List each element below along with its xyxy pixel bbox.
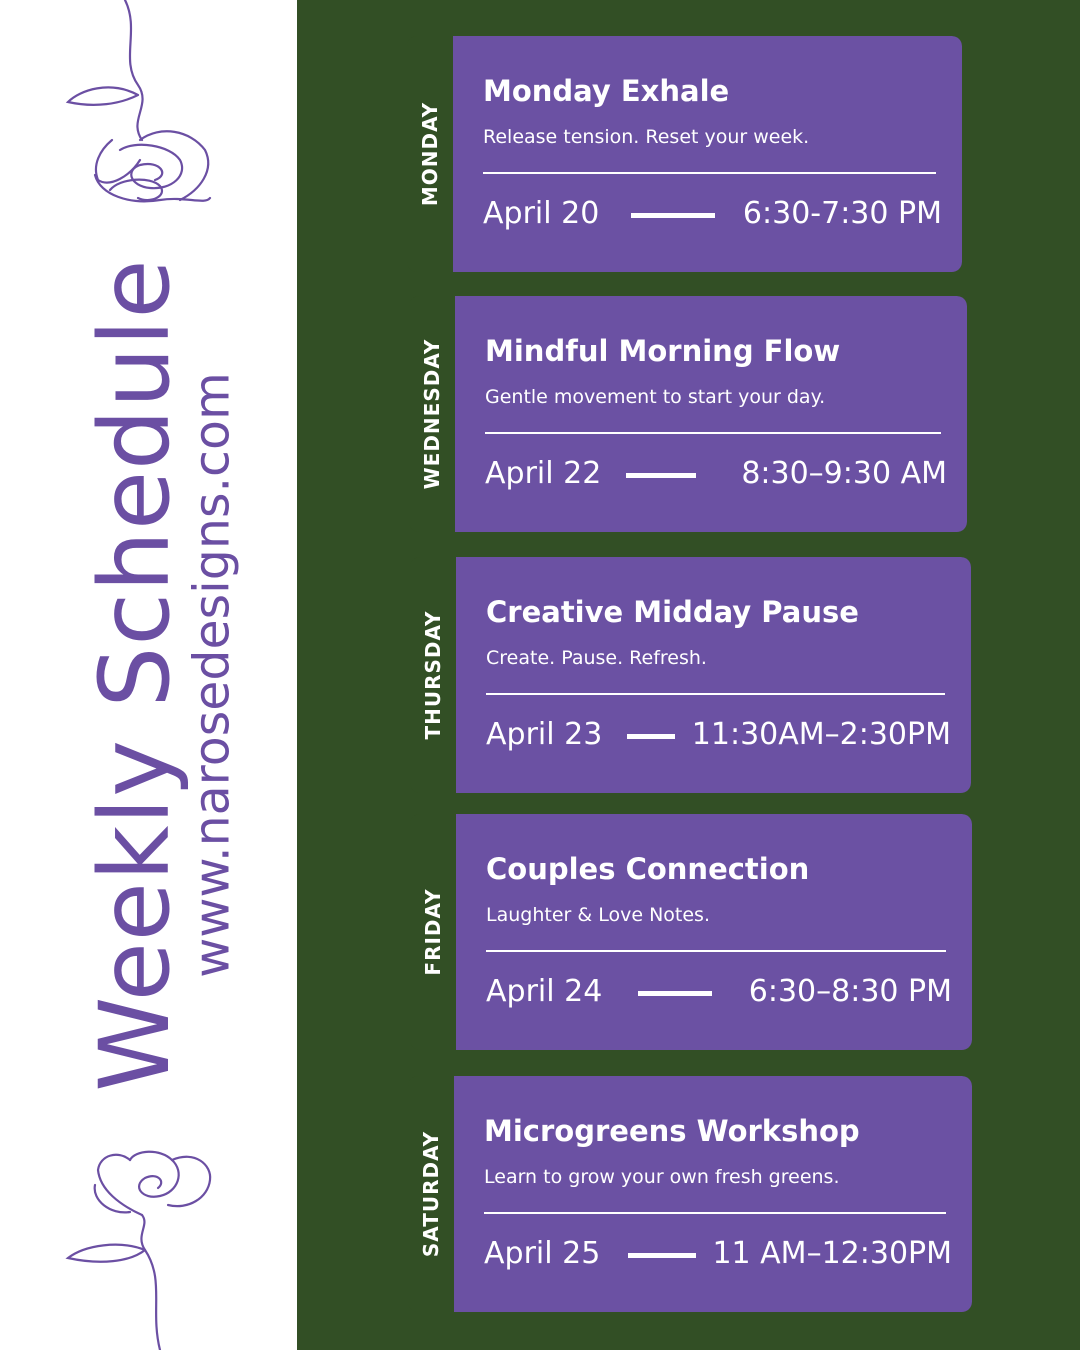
day-tab <box>409 296 455 532</box>
dash-separator <box>626 473 696 478</box>
event-time: 8:30–9:30 AM <box>741 456 947 491</box>
event-body <box>456 814 972 1050</box>
divider <box>484 1212 946 1214</box>
event-subtitle: Create. Pause. Refresh. <box>486 647 707 669</box>
divider <box>483 172 936 174</box>
day-label: THURSDAY <box>421 610 445 740</box>
event-subtitle: Release tension. Reset your week. <box>483 126 810 148</box>
event-body <box>456 557 971 793</box>
divider <box>486 693 945 695</box>
website-url: www.narosedesigns.com <box>183 372 241 978</box>
dash-separator <box>631 213 715 218</box>
day-tab <box>408 1076 454 1312</box>
event-title: Couples Connection <box>486 852 810 886</box>
event-card-wednesday <box>409 296 967 532</box>
event-time: 6:30–8:30 PM <box>748 974 952 1009</box>
event-subtitle: Gentle movement to start your day. <box>485 386 826 408</box>
day-tab <box>407 36 453 272</box>
event-subtitle: Learn to grow your own fresh greens. <box>484 1166 840 1188</box>
day-tab <box>410 814 456 1050</box>
event-title: Mindful Morning Flow <box>485 334 841 368</box>
left-panel <box>0 0 297 1350</box>
event-card-monday <box>407 36 962 272</box>
event-time: 11:30AM–2:30PM <box>691 717 951 752</box>
event-date: April 20 <box>483 196 600 231</box>
dash-separator <box>628 1253 696 1258</box>
event-title: Monday Exhale <box>483 74 730 108</box>
event-title: Microgreens Workshop <box>484 1114 860 1148</box>
divider <box>486 950 946 952</box>
dash-separator <box>627 734 675 739</box>
event-card-friday <box>410 814 972 1050</box>
event-card-saturday <box>408 1076 972 1312</box>
event-body <box>454 1076 972 1312</box>
page-title: Weekly Schedule <box>79 258 191 1092</box>
day-label: MONDAY <box>418 101 442 207</box>
day-label: WEDNESDAY <box>420 338 444 490</box>
divider <box>485 432 941 434</box>
event-subtitle: Laughter & Love Notes. <box>486 904 710 926</box>
event-time: 11 AM–12:30PM <box>712 1236 952 1271</box>
event-date: April 24 <box>486 974 603 1009</box>
dash-separator <box>638 991 712 996</box>
event-time: 6:30-7:30 PM <box>742 196 942 231</box>
schedule-panel <box>297 0 1080 1350</box>
day-tab <box>410 557 456 793</box>
day-label: SATURDAY <box>419 1130 443 1258</box>
event-date: April 23 <box>486 717 603 752</box>
event-title: Creative Midday Pause <box>486 595 859 629</box>
event-date: April 25 <box>484 1236 601 1271</box>
event-card-thursday <box>410 557 971 793</box>
event-body <box>455 296 967 532</box>
event-body <box>453 36 962 272</box>
event-date: April 22 <box>485 456 602 491</box>
day-label: FRIDAY <box>421 888 445 976</box>
